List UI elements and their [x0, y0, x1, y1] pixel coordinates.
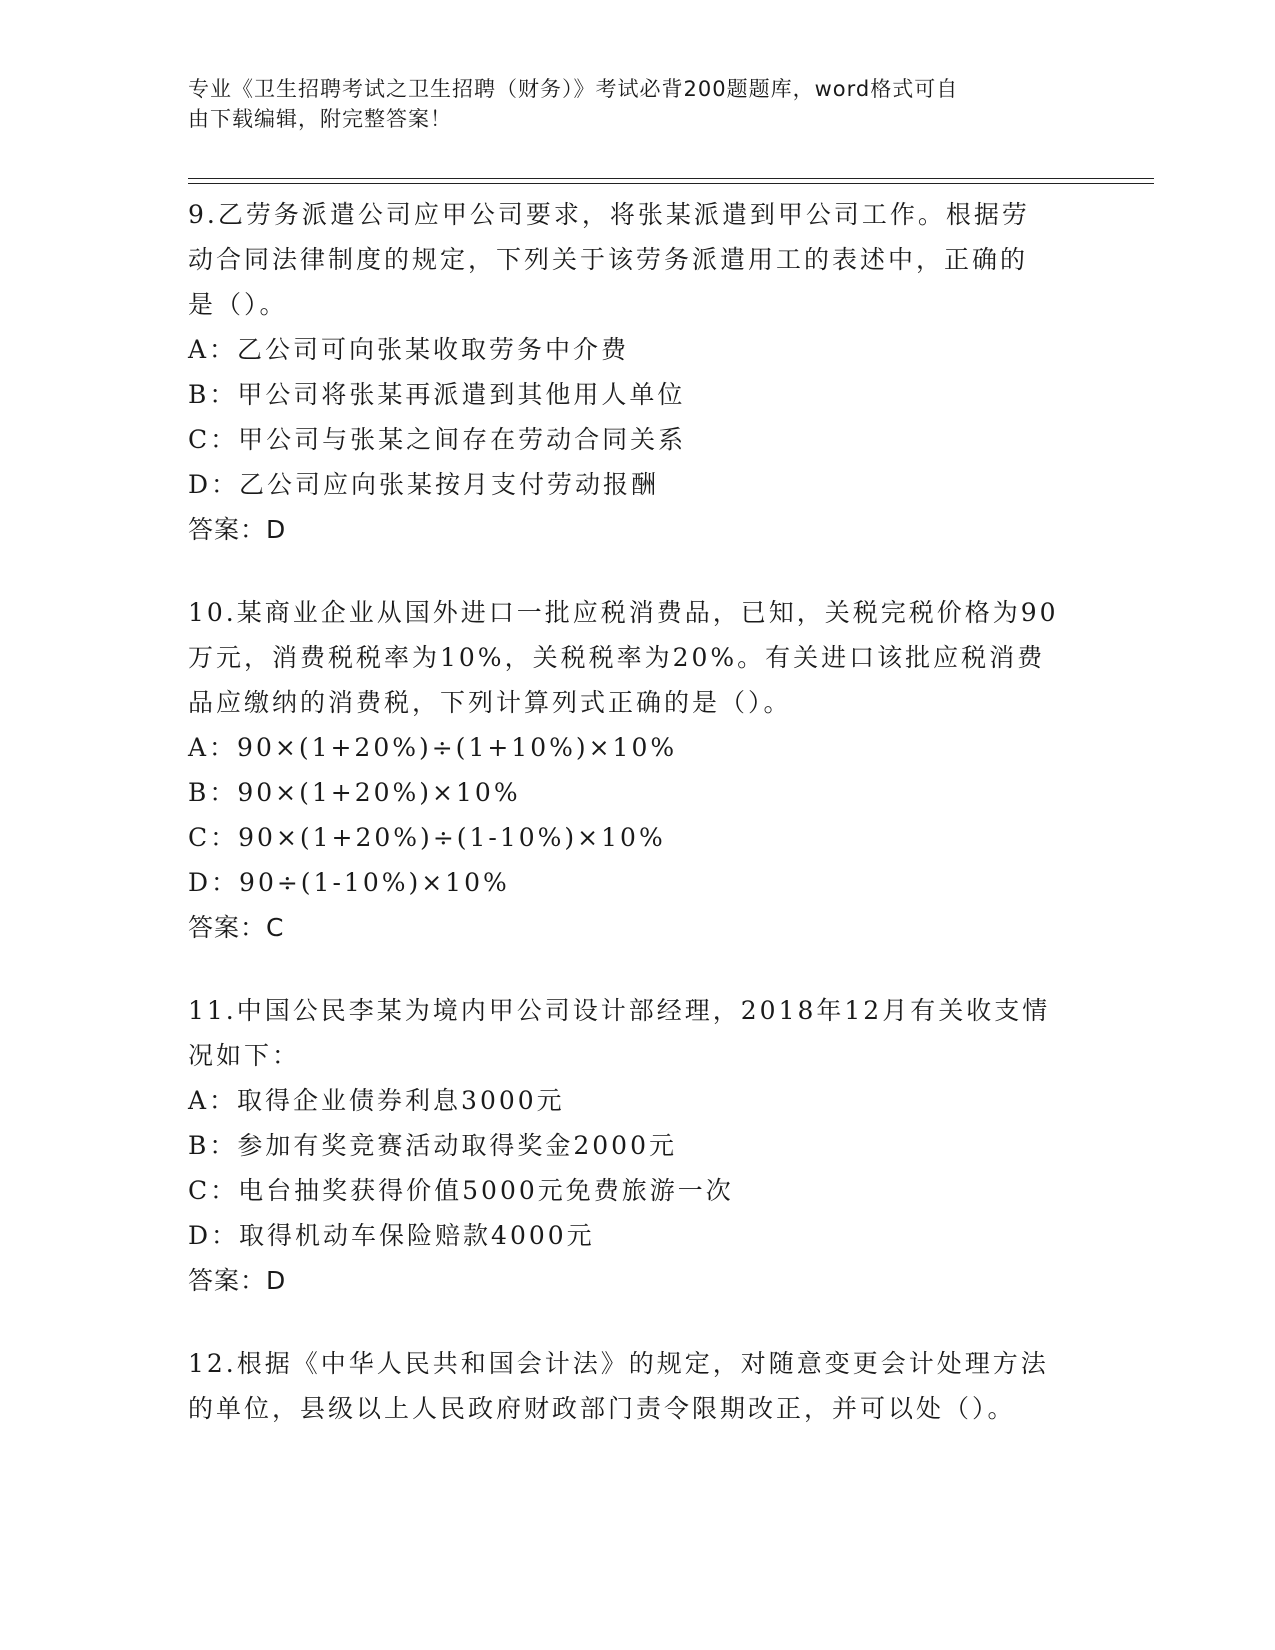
question-text-line: 12.根据《中华人民共和国会计法》的规定，对随意变更会计处理方法	[188, 1349, 1049, 1378]
option-a: A：90×(1+20%)÷(1+10%)×10%	[188, 733, 678, 762]
option-c: C：90×(1+20%)÷(1-10%)×10%	[188, 823, 666, 852]
option-d: D：取得机动车保险赔款4000元	[188, 1221, 595, 1250]
question-text-line: 品应缴纳的消费税，下列计算列式正确的是（）。	[188, 688, 792, 717]
header-divider-top	[188, 178, 1154, 179]
answer-label: 答案：D	[188, 515, 287, 544]
header-line-2: 由下载编辑，附完整答案！	[188, 107, 452, 131]
question-text-line: 10.某商业企业从国外进口一批应税消费品，已知，关税完税价格为90	[188, 598, 1059, 627]
option-c: C：甲公司与张某之间存在劳动合同关系	[188, 425, 687, 454]
option-d: D：乙公司应向张某按月支付劳动报酬	[188, 470, 660, 499]
header-divider-bottom	[188, 183, 1154, 184]
question-text-line: 是（）。	[188, 290, 288, 319]
question-text-line: 况如下：	[188, 1041, 301, 1070]
question-9	[188, 192, 1088, 552]
question-12	[188, 1341, 1088, 1431]
question-text-line: 9.乙劳务派遣公司应甲公司要求，将张某派遣到甲公司工作。根据劳	[188, 200, 1030, 229]
question-10	[188, 590, 1088, 950]
option-d: D：90÷(1-10%)×10%	[188, 868, 510, 897]
header-line-1: 专业《卫生招聘考试之卫生招聘（财务）》考试必背200题题库，word格式可自	[188, 77, 959, 101]
option-b: B：参加有奖竞赛活动取得奖金2000元	[188, 1131, 677, 1160]
question-text-line: 万元，消费税税率为10%，关税税率为20%。有关进口该批应税消费	[188, 643, 1046, 672]
option-a: A：取得企业债券利息3000元	[188, 1086, 565, 1115]
document-header	[188, 74, 1068, 134]
option-a: A：乙公司可向张某收取劳务中介费	[188, 335, 630, 364]
question-text-line: 的单位，县级以上人民政府财政部门责令限期改正，并可以处（）。	[188, 1394, 1016, 1423]
option-b: B：90×(1+20%)×10%	[188, 778, 521, 807]
question-text-line: 动合同法律制度的规定，下列关于该劳务派遣用工的表述中，正确的	[188, 245, 1029, 274]
question-text-line: 11.中国公民李某为境内甲公司设计部经理，2018年12月有关收支情	[188, 996, 1051, 1025]
question-list	[188, 192, 1088, 1469]
answer-label: 答案：D	[188, 1266, 287, 1295]
option-c: C：电台抽奖获得价值5000元免费旅游一次	[188, 1176, 734, 1205]
question-11	[188, 988, 1088, 1303]
option-b: B：甲公司将张某再派遣到其他用人单位	[188, 380, 686, 409]
answer-label: 答案：C	[188, 913, 285, 942]
